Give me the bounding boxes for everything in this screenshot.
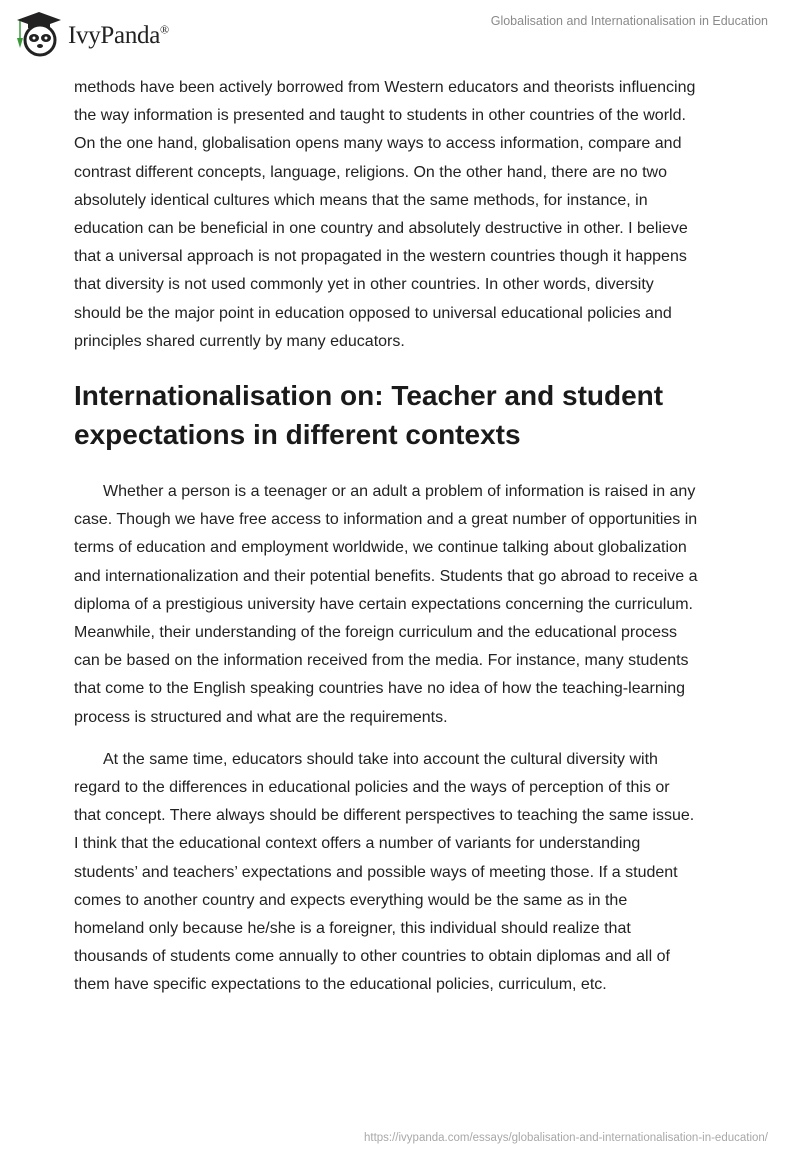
paragraph-line: Whether a person is a teenager or an adult a problem of information is raised in any xyxy=(103,483,696,501)
paragraph-line: can be based on the information received from the media. For instance, many students xyxy=(74,652,689,670)
page-header xyxy=(0,0,800,60)
paragraph xyxy=(74,74,734,356)
paragraph-line: the way information is presented and taught to students in other countries of the world. xyxy=(74,107,686,125)
section-heading xyxy=(74,376,734,454)
paragraph-line: I think that the educational context offers a number of variants for understanding xyxy=(74,835,641,853)
paragraph xyxy=(74,746,734,1000)
paragraph-line: and internationalization and their potential benefits. Students that go abroad to receive a xyxy=(74,567,698,585)
paragraph-line: diploma of a prestigious university have certain expectations concerning the curriculum. xyxy=(74,595,693,613)
paragraph-line: them have specific expectations to the educational policies, curriculum, etc. xyxy=(74,976,607,994)
logo-text xyxy=(68,22,169,50)
paragraph-line: that come to the English speaking countries have no idea of how the teaching-learning xyxy=(74,680,686,698)
paragraph-line: At the same time, educators should take into account the cultural diversity with xyxy=(103,750,658,768)
paragraph xyxy=(74,478,734,732)
paragraph-line: On the one hand, globalisation opens many ways to access information, compare and xyxy=(74,135,682,153)
paragraph-line: that concept. There always should be different perspectives to teaching the same issue. xyxy=(74,807,695,825)
paragraph-line: that a universal approach is not propagated in the western countries though it happens xyxy=(74,248,687,266)
document-title: Globalisation and Internationalisation in Education xyxy=(490,14,768,28)
paragraph-line: thousands of students come annually to other countries to obtain diplomas and all of xyxy=(74,948,670,966)
paragraph-line: contrast different concepts, language, religions. On the other hand, there are no two xyxy=(74,163,667,181)
section-intro xyxy=(74,74,734,356)
paragraph-line: Meanwhile, their understanding of the foreign curriculum and the educational process xyxy=(74,624,678,642)
ivypanda-logo[interactable] xyxy=(14,8,169,58)
panda-graduate-icon xyxy=(14,8,64,58)
paragraph-line: regard to the differences in educational policies and the ways of perception of this or xyxy=(74,779,670,797)
paragraph-line: that diversity is not used commonly yet in other countries. In other words, diversity xyxy=(74,276,654,294)
paragraph-line: students’ and teachers’ expectations and possible ways of meeting those. If a student xyxy=(74,863,678,881)
paragraph-line: terms of education and employment worldwide, we continue talking about globalization xyxy=(74,539,687,557)
page-url[interactable]: https://ivypanda.com/essays/globalisation-and-internationalisation-in-education/ xyxy=(363,1132,768,1144)
paragraph-line: absolutely identical cultures which means that the same methods, for instance, in xyxy=(74,191,648,209)
registered-mark: ® xyxy=(160,22,169,37)
paragraph-line: should be the major point in education opposed to universal educational policies and xyxy=(74,304,672,322)
paragraph-line: comes to another country and expects everything would be the same as in the xyxy=(74,891,628,909)
paragraph-line: methods have been actively borrowed from Western educators and theorists influencing xyxy=(74,79,696,96)
paragraph-line: education can be beneficial in one country and absolutely destructive in other. I believe xyxy=(74,220,688,238)
heading-line: Internationalisation on: Teacher and student xyxy=(74,380,664,412)
logo-wordmark: IvyPanda xyxy=(68,22,161,49)
heading-line: expectations in different contexts xyxy=(74,419,521,451)
paragraph-line: principles shared currently by many educators. xyxy=(74,332,405,350)
paragraph-line: homeland only because he/she is a foreigner, this individual should realize that xyxy=(74,920,631,938)
paragraph-line: process is structured and what are the requirements. xyxy=(74,708,448,726)
section-body xyxy=(74,478,734,1000)
paragraph-line: case. Though we have free access to information and a great number of opportunities in xyxy=(74,511,698,529)
essay-content xyxy=(74,74,734,1014)
